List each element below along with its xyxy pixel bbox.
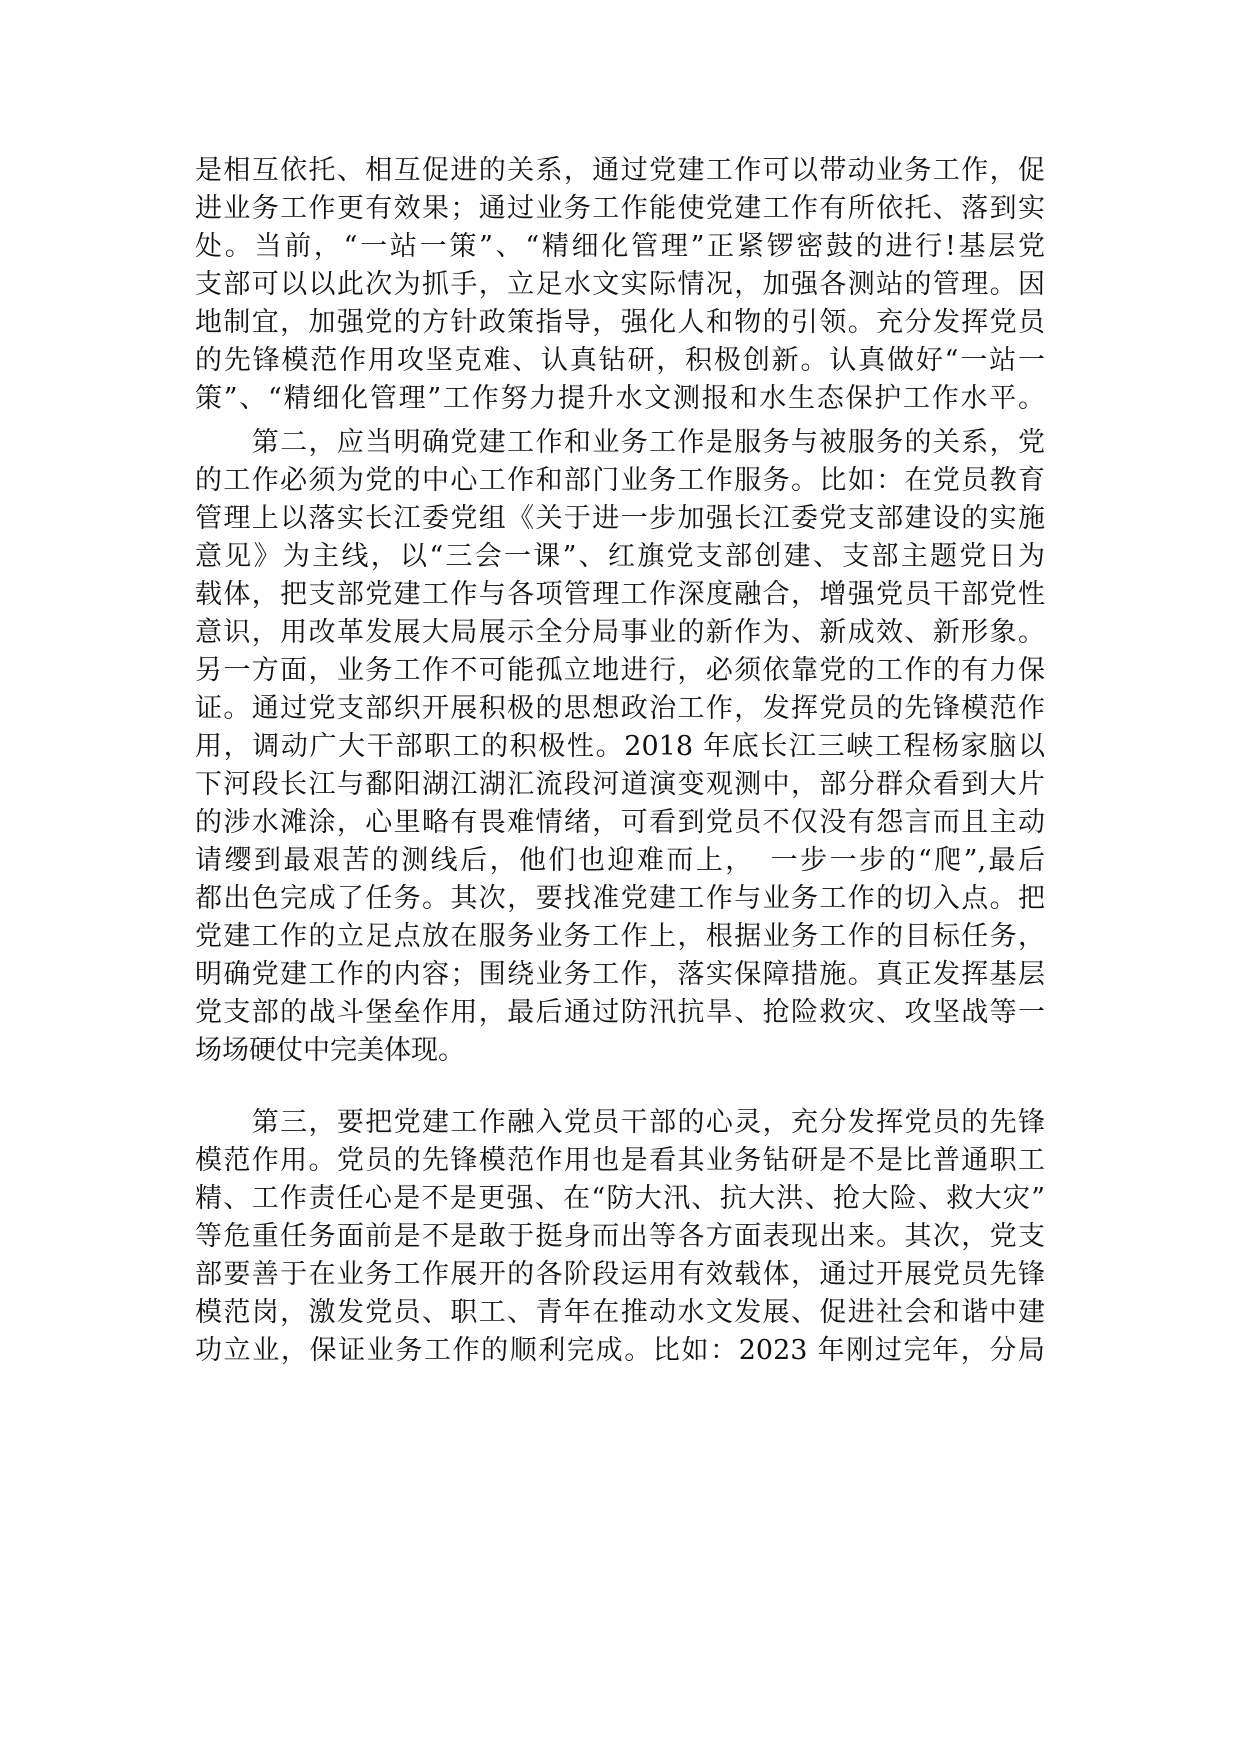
paragraph-1: [195, 152, 1045, 418]
text-line: 处。当前，“一站一策”、“精细化管理”正紧锣密鼓的进行!基层党: [195, 231, 1045, 262]
text-line: 支部可以以此次为抓手，立足水文实际情况，加强各测站的管理。因: [195, 269, 1045, 300]
text-line: 明确党建工作的内容；围绕业务工作，落实保障措施。真正发挥基层: [195, 959, 1045, 990]
text-line: 下河段长江与鄱阳湖江湖汇流段河道演变观测中，部分群众看到大片: [195, 769, 1045, 800]
text-line: 管理上以落实长江委党组《关于进一步加强长江委党支部建设的实施: [195, 503, 1045, 534]
text-line: 都出色完成了任务。其次，要找准党建工作与业务工作的切入点。把: [195, 883, 1045, 914]
text-line: 部要善于在业务工作展开的各阶段运用有效载体，通过开展党员先锋: [195, 1259, 1045, 1290]
paragraph-3: [195, 1104, 1045, 1370]
text-line: 模范岗，激发党员、职工、青年在推动水文发展、促进社会和谐中建: [195, 1297, 1045, 1328]
text-line: 地制宜，加强党的方针政策指导，强化人和物的引领。充分发挥党员: [195, 307, 1045, 338]
paragraph-spacer: [195, 1070, 1045, 1104]
text-line: 载体，把支部党建工作与各项管理工作深度融合，增强党员干部党性: [195, 579, 1045, 610]
document-body: [195, 152, 1045, 1370]
text-line: 进业务工作更有效果；通过业务工作能使党建工作有所依托、落到实: [195, 193, 1045, 224]
text-line: 意识，用改革发展大局展示全分局事业的新作为、新成效、新形象。: [195, 617, 1045, 648]
text-line: 用，调动广大干部职工的积极性。2018 年底长江三峡工程杨家脑以: [195, 731, 1045, 762]
paragraph-2: [195, 424, 1045, 1070]
text-line: 是相互依托、相互促进的关系，通过党建工作可以带动业务工作，促: [195, 155, 1045, 186]
text-line: 策”、“精细化管理”工作努力提升水文测报和水生态保护工作水平。: [195, 383, 1045, 414]
text-line: 功立业，保证业务工作的顺利完成。比如：2023 年刚过完年，分局: [195, 1335, 1045, 1366]
text-line: 的涉水滩涂，心里略有畏难情绪，可看到党员不仅没有怨言而且主动: [195, 807, 1045, 838]
text-line: 模范作用。党员的先锋模范作用也是看其业务钻研是不是比普通职工: [195, 1145, 1045, 1176]
text-line: 第二，应当明确党建工作和业务工作是服务与被服务的关系，党: [195, 427, 1045, 458]
text-line: 意见》为主线，以“三会一课”、红旗党支部创建、支部主题党日为: [195, 541, 1045, 572]
text-line: 精、工作责任心是不是更强、在“防大汛、抗大洪、抢大险、救大灾”: [195, 1183, 1045, 1214]
text-line: 证。通过党支部织开展积极的思想政治工作，发挥党员的先锋模范作: [195, 693, 1045, 724]
text-line: 的工作必须为党的中心工作和部门业务工作服务。比如：在党员教育: [195, 465, 1045, 496]
text-line: 第三，要把党建工作融入党员干部的心灵，充分发挥党员的先锋: [195, 1107, 1045, 1138]
text-line: 场场硬仗中完美体现。: [195, 1035, 465, 1066]
text-line: 请缨到最艰苦的测线后，他们也迎难而上， 一步一步的“爬”,最后: [195, 845, 1045, 876]
text-line: 党支部的战斗堡垒作用，最后通过防汛抗旱、抢险救灾、攻坚战等一: [195, 997, 1045, 1028]
text-line: 的先锋模范作用攻坚克难、认真钻研，积极创新。认真做好“一站一: [195, 345, 1045, 376]
text-line: 党建工作的立足点放在服务业务工作上，根据业务工作的目标任务，: [195, 921, 1045, 952]
text-line: 等危重任务面前是不是敢于挺身而出等各方面表现出来。其次，党支: [195, 1221, 1045, 1252]
text-line: 另一方面，业务工作不可能孤立地进行，必须依靠党的工作的有力保: [195, 655, 1045, 686]
